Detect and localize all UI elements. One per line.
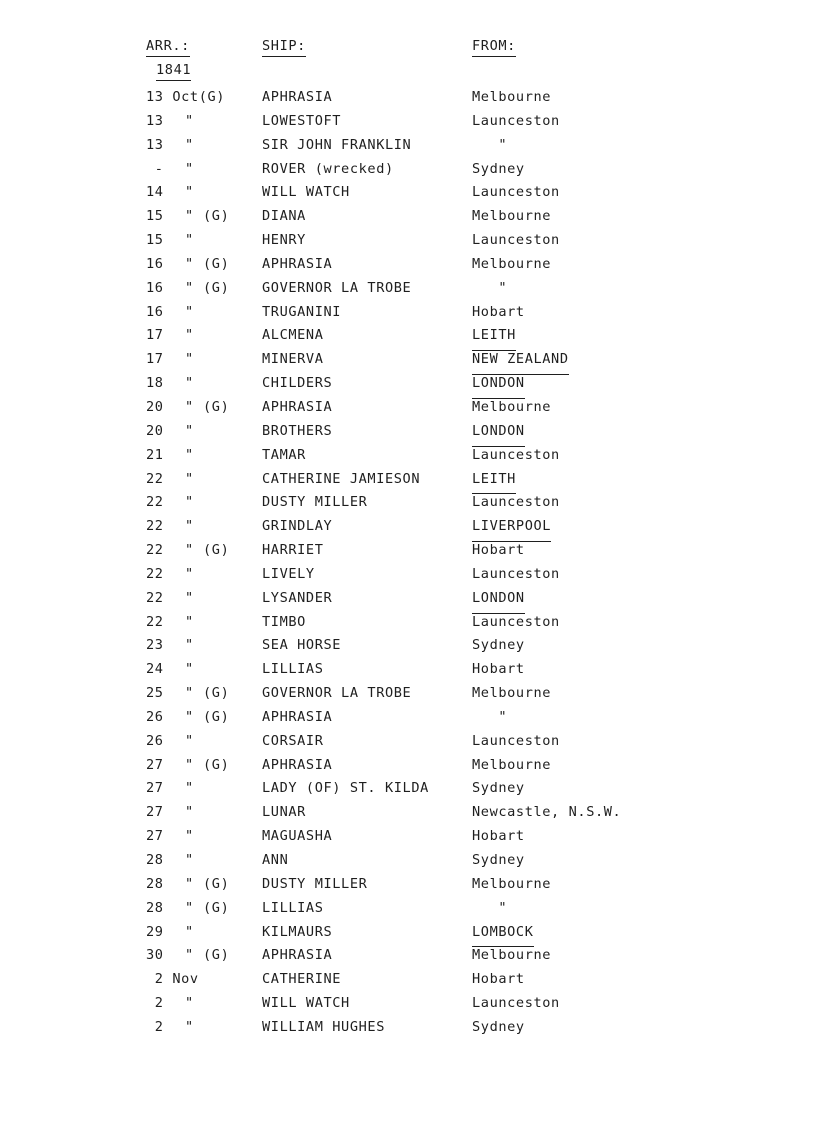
origin-port: Sydney	[472, 1018, 525, 1035]
origin-port: Melbourne	[472, 89, 552, 105]
arrival-date: 26	[146, 732, 164, 749]
origin-port: LONDON	[472, 372, 525, 399]
origin-port: Newcastle, N.S.W.	[472, 804, 622, 821]
ship-name: ANN	[262, 852, 289, 868]
arrival-date: 22	[146, 542, 164, 559]
ship-name: LILLIAS	[262, 899, 324, 916]
origin-port: Launceston	[472, 613, 560, 630]
table-row	[0, 396, 816, 420]
year-heading	[156, 62, 191, 78]
g-marker: (G)	[203, 875, 230, 892]
ship-name: LIVELY	[262, 565, 315, 582]
ship-name: APHRASIA	[262, 708, 333, 725]
table-row	[0, 706, 816, 730]
arrival-date: 24	[146, 661, 164, 678]
ditto-mark: "	[185, 685, 194, 702]
g-marker: (G)	[203, 398, 230, 415]
origin-port: Melbourne	[472, 398, 552, 415]
arrival-date: 2 Nov	[146, 971, 199, 988]
ditto-mark: "	[185, 160, 194, 177]
table-row	[0, 372, 816, 396]
ship-name: APHRASIA	[262, 89, 333, 105]
ditto-mark: "	[185, 470, 194, 487]
ship-name: MINERVA	[262, 351, 324, 368]
table-row	[0, 801, 816, 825]
g-marker: (G)	[203, 542, 230, 559]
ditto-mark: "	[185, 208, 194, 225]
year-label: 1841	[156, 62, 191, 81]
origin-port: Melbourne	[472, 947, 552, 964]
table-row	[0, 468, 816, 492]
origin-port: Hobart	[472, 661, 525, 678]
origin-port: Hobart	[472, 303, 525, 320]
table-row	[0, 921, 816, 945]
table-row	[0, 515, 816, 539]
ship-name: LUNAR	[262, 804, 306, 821]
header-from-label: FROM:	[472, 38, 516, 57]
ditto-mark: "	[185, 852, 194, 868]
table-row	[0, 86, 816, 110]
ditto-mark: "	[185, 875, 194, 892]
ditto-mark: "	[185, 661, 194, 678]
ship-name: LILLIAS	[262, 661, 324, 678]
table-row	[0, 491, 816, 515]
table-row	[0, 825, 816, 849]
table-row	[0, 301, 816, 325]
origin-port: Hobart	[472, 828, 525, 845]
arrival-date: 2	[146, 1018, 164, 1035]
arrival-date: 28	[146, 875, 164, 892]
arrival-date: 30	[146, 947, 164, 964]
ship-name: TRUGANINI	[262, 303, 342, 320]
table-row	[0, 944, 816, 968]
origin-port: Sydney	[472, 852, 525, 868]
ditto-mark: "	[185, 756, 194, 773]
ship-name: HARRIET	[262, 542, 324, 559]
ship-name: CATHERINE JAMIESON	[262, 470, 421, 487]
ditto-mark: "	[185, 947, 194, 964]
arrival-date: 23	[146, 637, 164, 654]
origin-port: NEW ZEALAND	[472, 348, 569, 375]
header-arr-label: ARR.:	[146, 38, 190, 57]
arrival-date: 17	[146, 327, 164, 344]
arrival-date: 22	[146, 518, 164, 535]
origin-port: Melbourne	[472, 875, 552, 892]
table-row	[0, 754, 816, 778]
origin-port: Launceston	[472, 494, 560, 511]
table-row	[0, 587, 816, 611]
ditto-mark: "	[185, 184, 194, 201]
ditto-mark: "	[185, 780, 194, 797]
arrival-date: 13	[146, 136, 164, 153]
arrival-date: 20	[146, 422, 164, 439]
origin-port: Hobart	[472, 542, 525, 559]
arrival-date: 22	[146, 470, 164, 487]
ship-name: LYSANDER	[262, 589, 333, 606]
origin-port: Sydney	[472, 780, 525, 797]
arrival-date: -	[146, 160, 164, 177]
ship-name: BROTHERS	[262, 422, 333, 439]
arrival-date: 22	[146, 494, 164, 511]
g-marker: (G)	[203, 899, 230, 916]
ship-name: APHRASIA	[262, 756, 333, 773]
table-row	[0, 181, 816, 205]
table-row	[0, 563, 816, 587]
ditto-mark: "	[185, 494, 194, 511]
origin-port: Melbourne	[472, 255, 552, 272]
arrival-date: 22	[146, 589, 164, 606]
table-row	[0, 682, 816, 706]
ditto-mark: "	[185, 637, 194, 654]
ship-name: APHRASIA	[262, 398, 333, 415]
table-row	[0, 205, 816, 229]
table-row	[0, 158, 816, 182]
origin-port: LIVERPOOL	[472, 515, 551, 542]
g-marker: (G)	[203, 279, 230, 296]
table-row	[0, 968, 816, 992]
arrival-date: 22	[146, 565, 164, 582]
arrival-date: 13	[146, 112, 164, 129]
origin-port: Sydney	[472, 160, 525, 177]
arrival-date: 16	[146, 255, 164, 272]
ship-name: MAGUASHA	[262, 828, 333, 845]
arrival-date: 28	[146, 899, 164, 916]
ship-name: SIR JOHN FRANKLIN	[262, 136, 412, 153]
ditto-mark: "	[185, 828, 194, 845]
ship-name: CHILDERS	[262, 375, 333, 392]
arrival-date: 27	[146, 756, 164, 773]
ship-name: CATHERINE	[262, 971, 342, 988]
table-row	[0, 444, 816, 468]
ship-name: GRINDLAY	[262, 518, 333, 535]
origin-port: LEITH	[472, 324, 516, 351]
arrival-date: 27	[146, 828, 164, 845]
table-row	[0, 873, 816, 897]
ship-name: KILMAURS	[262, 923, 333, 940]
origin-port: Launceston	[472, 995, 560, 1012]
table-row	[0, 992, 816, 1016]
table-row	[0, 110, 816, 134]
ditto-mark: "	[185, 327, 194, 344]
table-row	[0, 277, 816, 301]
origin-port: "	[472, 136, 508, 153]
ditto-mark: "	[185, 1018, 194, 1035]
arrival-date: 2	[146, 995, 164, 1012]
arrival-date: 28	[146, 852, 164, 868]
header-ship-label: SHIP:	[262, 38, 306, 57]
arrival-date: 27	[146, 780, 164, 797]
ditto-mark: "	[185, 708, 194, 725]
origin-port: Launceston	[472, 732, 560, 749]
arrival-date: 15	[146, 232, 164, 249]
origin-port: Launceston	[472, 446, 560, 463]
origin-port: Melbourne	[472, 756, 552, 773]
table-row	[0, 253, 816, 277]
ditto-mark: "	[185, 112, 194, 129]
origin-port: Launceston	[472, 565, 560, 582]
arrival-date: 15	[146, 208, 164, 225]
ship-name: GOVERNOR LA TROBE	[262, 279, 412, 296]
arrival-date: 26	[146, 708, 164, 725]
ship-name: CORSAIR	[262, 732, 324, 749]
ditto-mark: "	[185, 613, 194, 630]
origin-port: LONDON	[472, 587, 525, 614]
header-from	[472, 38, 516, 54]
ship-name: ALCMENA	[262, 327, 324, 344]
header-arr	[146, 38, 190, 54]
ditto-mark: "	[185, 542, 194, 559]
arrival-date: 22	[146, 613, 164, 630]
ditto-mark: "	[185, 995, 194, 1012]
table-row	[0, 634, 816, 658]
ship-name: HENRY	[262, 232, 306, 249]
ditto-mark: "	[185, 899, 194, 916]
origin-port: LOMBOCK	[472, 921, 534, 948]
table-row	[0, 539, 816, 563]
table-row	[0, 229, 816, 253]
header-ship	[262, 38, 306, 54]
arrival-date: 25	[146, 685, 164, 702]
table-row	[0, 348, 816, 372]
origin-port: "	[472, 708, 508, 725]
arrival-date: 13 Oct(G)	[146, 89, 226, 105]
ditto-mark: "	[185, 732, 194, 749]
table-row	[0, 658, 816, 682]
arrival-date: 14	[146, 184, 164, 201]
g-marker: (G)	[203, 756, 230, 773]
ditto-mark: "	[185, 804, 194, 821]
ship-name: DUSTY MILLER	[262, 494, 368, 511]
ship-name: ROVER (wrecked)	[262, 160, 394, 177]
arrivals-table	[0, 86, 816, 1040]
ditto-mark: "	[185, 565, 194, 582]
table-row	[0, 1016, 816, 1040]
arrival-date: 16	[146, 279, 164, 296]
ship-name: GOVERNOR LA TROBE	[262, 685, 412, 702]
origin-port: Launceston	[472, 184, 560, 201]
table-row	[0, 420, 816, 444]
ship-name: WILL WATCH	[262, 995, 350, 1012]
table-row	[0, 849, 816, 873]
arrival-date: 16	[146, 303, 164, 320]
ditto-mark: "	[185, 232, 194, 249]
g-marker: (G)	[203, 685, 230, 702]
origin-port: Sydney	[472, 637, 525, 654]
table-row	[0, 897, 816, 921]
origin-port: "	[472, 279, 508, 296]
table-row	[0, 730, 816, 754]
origin-port: Melbourne	[472, 208, 552, 225]
ship-name: LADY (OF) ST. KILDA	[262, 780, 429, 797]
origin-port: Hobart	[472, 971, 525, 988]
ship-name: TAMAR	[262, 446, 306, 463]
ship-name: DUSTY MILLER	[262, 875, 368, 892]
origin-port: Melbourne	[472, 685, 552, 702]
ship-name: APHRASIA	[262, 255, 333, 272]
origin-port: Launceston	[472, 232, 560, 249]
table-row	[0, 777, 816, 801]
ditto-mark: "	[185, 303, 194, 320]
ship-name: TIMBO	[262, 613, 306, 630]
origin-port: "	[472, 899, 508, 916]
ship-name: WILL WATCH	[262, 184, 350, 201]
table-row	[0, 134, 816, 158]
table-row	[0, 611, 816, 635]
arrival-date: 20	[146, 398, 164, 415]
origin-port: Launceston	[472, 112, 560, 129]
arrival-date: 29	[146, 923, 164, 940]
ship-name: APHRASIA	[262, 947, 333, 964]
ditto-mark: "	[185, 255, 194, 272]
g-marker: (G)	[203, 947, 230, 964]
ship-name: DIANA	[262, 208, 306, 225]
ditto-mark: "	[185, 589, 194, 606]
ditto-mark: "	[185, 351, 194, 368]
arrival-date: 17	[146, 351, 164, 368]
ditto-mark: "	[185, 923, 194, 940]
table-row	[0, 324, 816, 348]
g-marker: (G)	[203, 208, 230, 225]
ship-name: SEA HORSE	[262, 637, 342, 654]
ditto-mark: "	[185, 136, 194, 153]
ship-name: LOWESTOFT	[262, 112, 342, 129]
ship-name: WILLIAM HUGHES	[262, 1018, 385, 1035]
ditto-mark: "	[185, 279, 194, 296]
arrival-date: 18	[146, 375, 164, 392]
ditto-mark: "	[185, 518, 194, 535]
g-marker: (G)	[203, 708, 230, 725]
arrival-date: 27	[146, 804, 164, 821]
arrival-date: 21	[146, 446, 164, 463]
ditto-mark: "	[185, 375, 194, 392]
origin-port: LONDON	[472, 420, 525, 447]
ditto-mark: "	[185, 422, 194, 439]
g-marker: (G)	[203, 255, 230, 272]
ditto-mark: "	[185, 398, 194, 415]
origin-port: LEITH	[472, 468, 516, 495]
ditto-mark: "	[185, 446, 194, 463]
